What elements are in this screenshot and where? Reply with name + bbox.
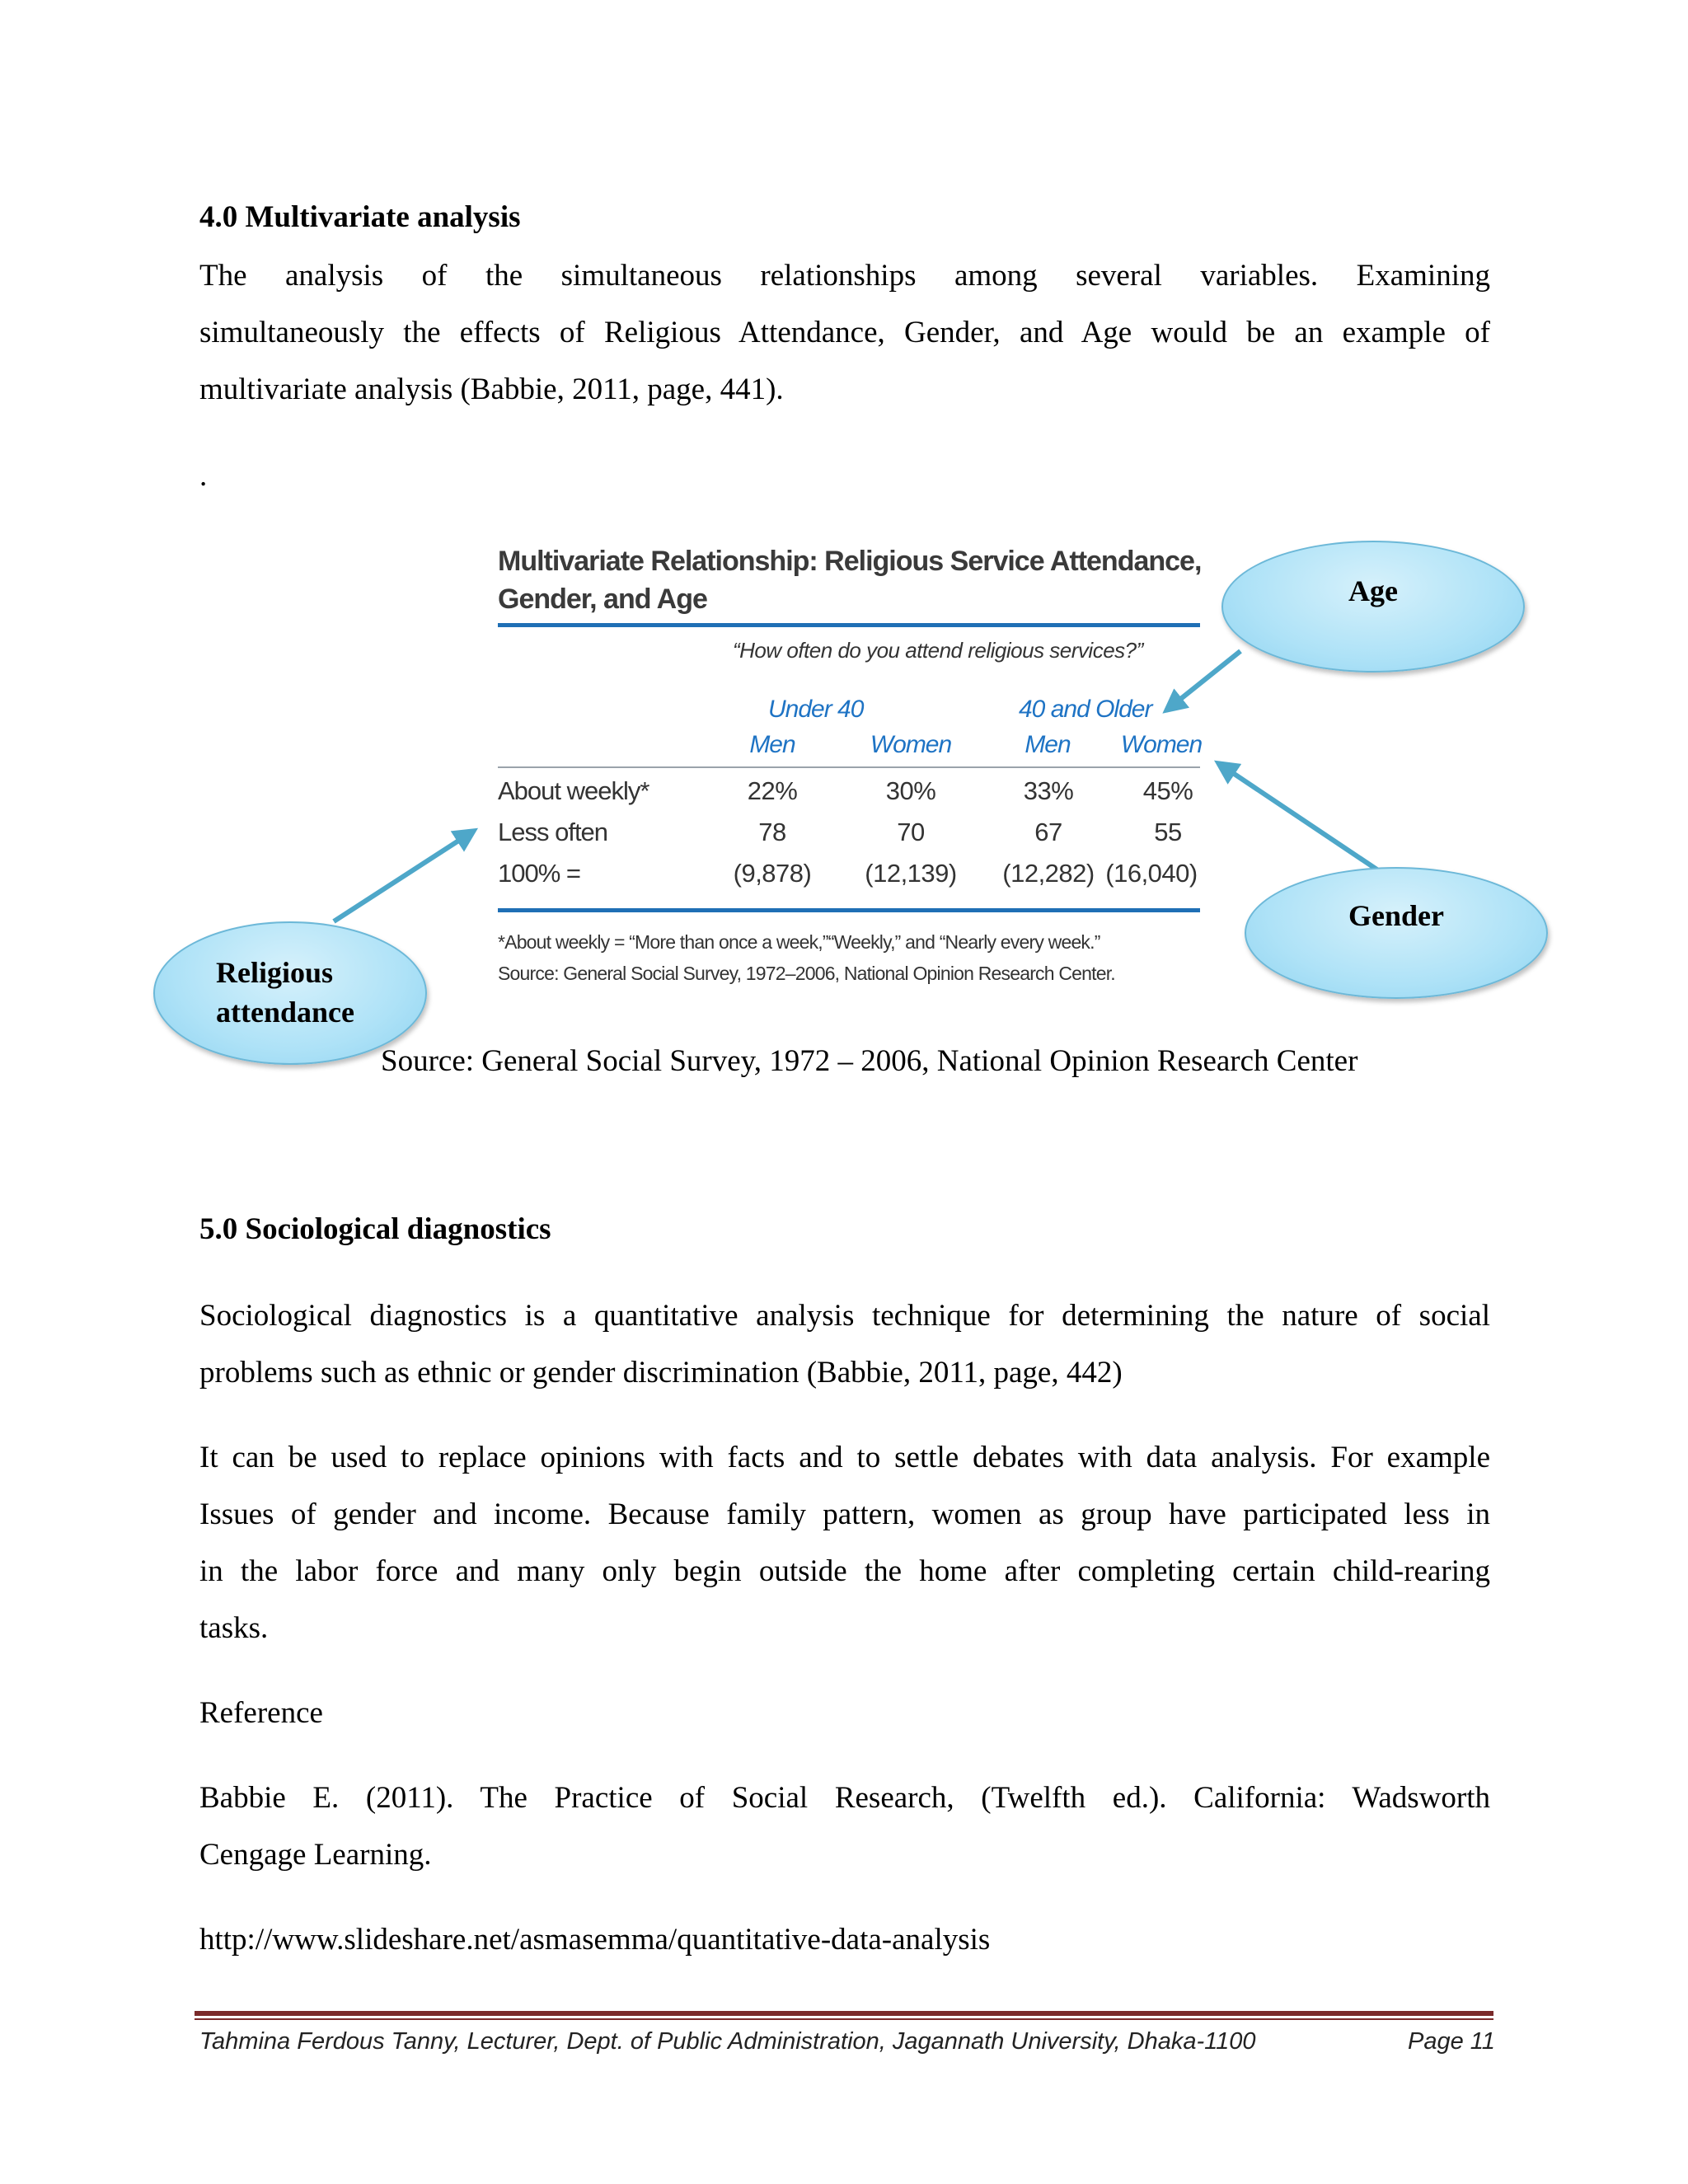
table-cell: (9,878) <box>733 859 812 888</box>
reference-entry-line2: Cengage Learning. <box>199 1838 432 1872</box>
figure-footnote: *About weekly = “More than once a week,”“Weekly,” and “Nearly every week.” <box>498 931 1100 953</box>
footer-author: Tahmina Ferdous Tanny, Lecturer, Dept. of Public Administration, Jagannath University, Dhaka-1100 <box>199 2028 1256 2055</box>
reference-url-link[interactable]: http://www.slideshare.net/asmasemma/quantitative-data-analysis <box>199 1923 991 1957</box>
table-cell: 45% <box>1142 776 1193 805</box>
footer-rule-thick <box>195 2011 1493 2016</box>
reference-entry-line1: Babbie E. (2011). The Practice of Social Research, (Twelfth ed.). California: Wadsworth <box>199 1781 1490 1815</box>
age-callout <box>1221 541 1525 673</box>
section-4-para-line2: simultaneously the effects of Religious Attendance, Gender, and Age would be an example of <box>199 316 1490 349</box>
section-5-p2-line2: Issues of gender and income. Because family pattern, women as group have participated less in <box>199 1497 1490 1531</box>
row-label-total: 100% = <box>498 859 581 888</box>
gender-callout-label: Gender <box>1348 899 1444 932</box>
figure-source-caption: Source: General Social Survey, 1972 – 2006, National Opinion Research Center <box>381 1044 1358 1078</box>
section-4-para-line1: The analysis of the simultaneous relationships among several variables. Examining <box>199 259 1490 293</box>
section-5-p2-line1: It can be used to replace opinions with facts and to settle debates with data analysis. For example <box>199 1441 1490 1474</box>
sub-men-40older: Men <box>1025 731 1071 758</box>
religious-callout-line1: Religious <box>216 956 334 989</box>
footer-page-number: Page 11 <box>1408 2028 1495 2055</box>
section-5-heading: 5.0 Sociological diagnostics <box>199 1212 551 1246</box>
figure-source-note: Source: General Social Survey, 1972–2006, National Opinion Research Center. <box>498 963 1115 984</box>
table-cell: 33% <box>1023 776 1074 805</box>
religious-callout-line2: attendance <box>216 996 354 1029</box>
footer-rule-thin <box>195 2018 1493 2020</box>
table-cell: (16,040) <box>1105 859 1198 888</box>
group-40-and-older: 40 and Older <box>1019 696 1152 723</box>
table-cell: 30% <box>885 776 936 805</box>
table-cell: 67 <box>1034 818 1062 846</box>
figure-title-line2: Gender, and Age <box>498 583 707 615</box>
age-callout-label: Age <box>1348 574 1398 607</box>
row-label-less-often: Less often <box>498 818 608 846</box>
stray-dot: . <box>199 459 208 493</box>
figure-title-line1: Multivariate Relationship: Religious Service Attendance, <box>498 546 1202 577</box>
table-cell: (12,282) <box>1002 859 1095 888</box>
section-4-heading: 4.0 Multivariate analysis <box>199 200 521 234</box>
gender-arrow <box>1218 763 1381 872</box>
sub-women-40older: Women <box>1120 731 1203 758</box>
age-arrow <box>1166 651 1240 710</box>
section-5-p2-line3: in the labor force and many only begin outside the home after completing certain child-rearing <box>199 1554 1490 1588</box>
sub-men-under40: Men <box>749 731 795 758</box>
figure-question: “How often do you attend religious services?” <box>733 638 1143 663</box>
sub-women-under40: Women <box>870 731 952 758</box>
gender-callout <box>1245 867 1548 999</box>
table-cell: 78 <box>758 818 786 846</box>
religious-callout-label <box>216 953 354 1032</box>
section-5-p1-line1: Sociological diagnostics is a quantitative analysis technique for determining the nature of social <box>199 1299 1490 1333</box>
table-cell: 22% <box>747 776 798 805</box>
section-4-para-line3: multivariate analysis (Babbie, 2011, page, 441). <box>199 373 784 406</box>
reference-heading: Reference <box>199 1696 323 1730</box>
group-under-40: Under 40 <box>768 696 864 723</box>
row-label-about-weekly: About weekly* <box>498 776 649 805</box>
table-cell: (12,139) <box>865 859 957 888</box>
section-5-p2-line4: tasks. <box>199 1611 269 1645</box>
table-cell: 55 <box>1154 818 1182 846</box>
section-5-p1-line2: problems such as ethnic or gender discrimination (Babbie, 2011, page, 442) <box>199 1356 1123 1390</box>
table-cell: 70 <box>897 818 925 846</box>
religious-arrow <box>334 831 474 921</box>
